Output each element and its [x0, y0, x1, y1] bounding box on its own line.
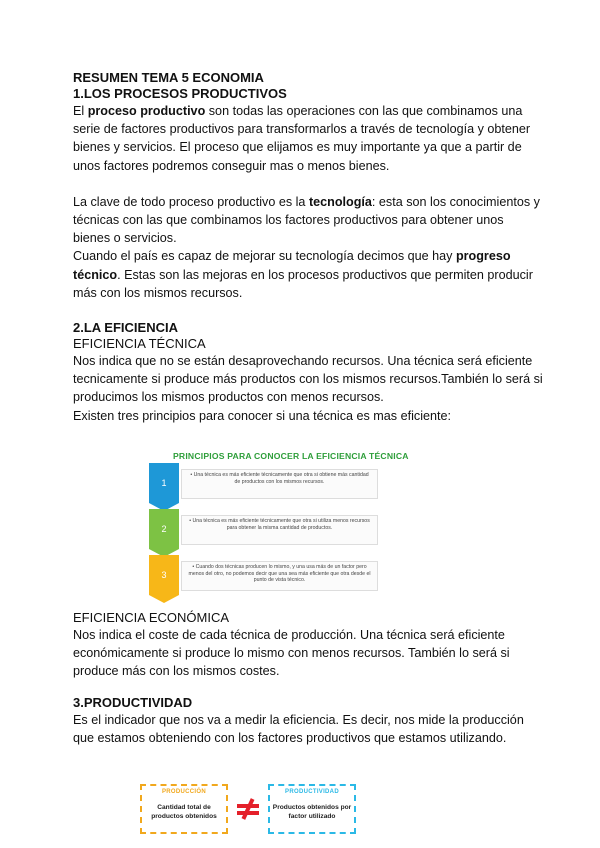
document [73, 70, 543, 425]
principles-infographic [145, 447, 409, 605]
section-3-heading: 3.PRODUCTIVIDAD [73, 694, 193, 710]
document-title: RESUMEN TEMA 5 ECONOMIA [73, 70, 264, 85]
productividad-header: PRODUCTIVIDAD [285, 789, 339, 795]
productividad-body: Productos obtenidos por factor utilizado [272, 804, 352, 820]
paragraph-principios-intro: Existen tres principios para conocer si una técnica es mas eficiente: [73, 408, 451, 423]
not-equal-icon [235, 796, 261, 822]
step-number-1: 1 [149, 463, 179, 503]
document-continued [73, 610, 543, 747]
step-number-3: 3 [149, 555, 179, 595]
paragraph-eficiencia-tecnica: Nos indica que no se están desaprovechando recursos. Una técnica será eficiente tecnicamente si produce más productos con los mismos recursos.También lo será si producimos los mismos productos con menos recursos. [73, 354, 543, 405]
eficiencia-tecnica-heading: EFICIENCIA TÉCNICA [73, 336, 206, 352]
principle-step-2 [145, 509, 380, 555]
principle-step-3 [145, 555, 380, 601]
paragraph-proceso-productivo: El proceso productivo son todas las operaciones con las que combinamos una serie de factores productivos para transformarlos a través de tecnología y obtener bienes y servicios. El proceso que elijamos es muy importante ya que a partir de unos factores podremos conseguir mas o menos bienes. [73, 104, 531, 173]
step-text-2: • Una técnica es más eficiente técnicamente que otra si utiliza menos recursos para obtener la misma cantidad de productos. [181, 515, 378, 545]
productividad-box [268, 784, 356, 834]
productivity-diagram [140, 784, 358, 836]
section-1-heading: 1.LOS PROCESOS PRODUCTIVOS [73, 86, 287, 101]
principle-step-1 [145, 463, 380, 509]
paragraph-productividad: Es el indicador que nos va a medir la eficiencia. Es decir, nos mide la producción que estamos obteniendo con los factores productivos que estamos utilizando. [73, 712, 524, 745]
infographic-title: PRINCIPIOS PARA CONOCER LA EFICIENCIA TÉCNICA [173, 451, 409, 461]
step-number-2: 2 [149, 509, 179, 549]
step-text-3: • Cuando dos técnicas producen lo mismo, y una usa más de un factor pero menos del otro, no podemos decir que una sea más eficiente que otra desde el punto de vista técnico. [181, 561, 378, 591]
section-2-heading: 2.LA EFICIENCIA [73, 320, 178, 336]
term-tecnologia: tecnología [308, 194, 372, 209]
paragraph-eficiencia-economica: Nos indica el coste de cada técnica de producción. Una técnica será eficiente económicamente si produce lo mismo con menos recursos. También lo será si produce más con los mismos costes. [73, 628, 510, 679]
produccion-box [140, 784, 228, 834]
paragraph-tecnologia: La clave de todo proceso productivo es la tecnología: esta son los conocimientos y técnicas con las que combinamos los factores productivos para obtener unos bienes o servicios. [73, 194, 540, 246]
eficiencia-economica-heading: EFICIENCIA ECONÓMICA [73, 610, 230, 625]
produccion-header: PRODUCCIÓN [161, 789, 206, 795]
paragraph-progreso-tecnico: Cuando el país es capaz de mejorar su tecnología decimos que hay progreso técnico. Estas son las mejoras en los procesos productivos que permiten producir más con los mismos recursos. [73, 249, 533, 300]
term-progreso-tecnico: progreso técnico [73, 249, 511, 282]
term-proceso-productivo: proceso productivo [87, 104, 206, 118]
produccion-body: Cantidad total de productos obtenidos [151, 804, 217, 820]
step-text-1: • Una técnica es más eficiente técnicamente que otra si obtiene más cantidad de productos con los mismos recursos. [181, 469, 378, 499]
